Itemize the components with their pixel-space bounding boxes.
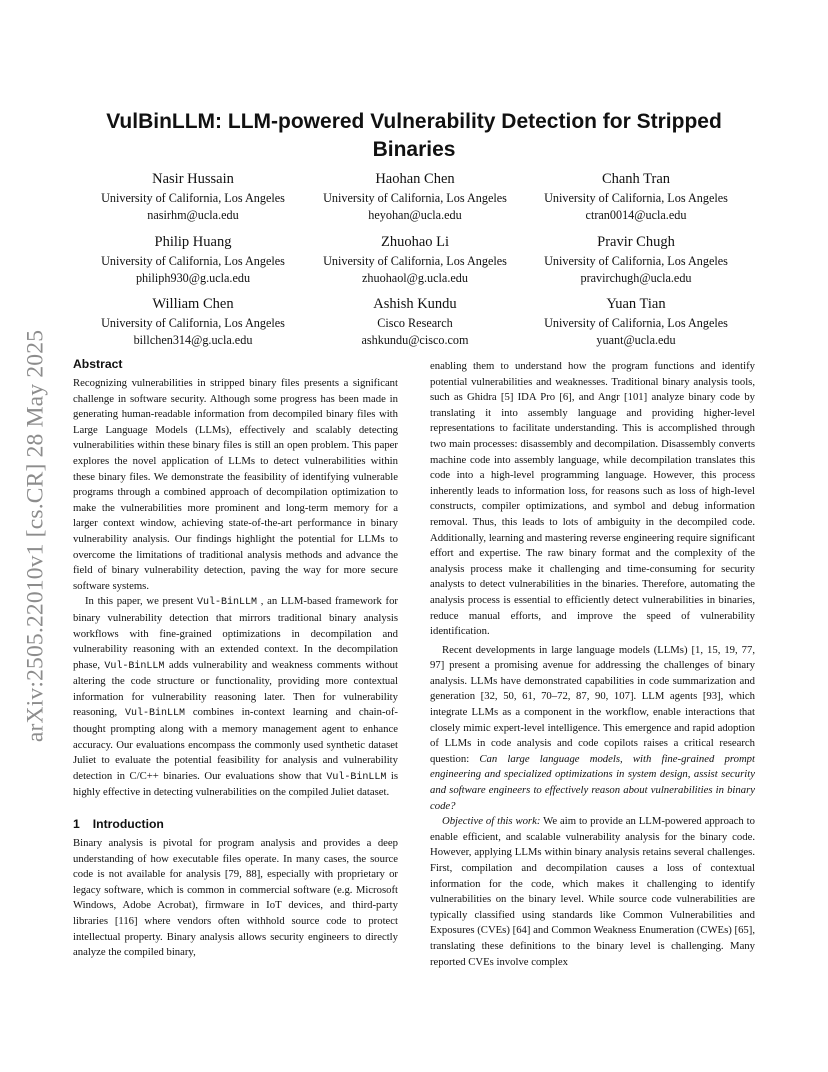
author-block [295, 170, 535, 223]
author-block [295, 295, 535, 348]
text-run: We aim to provide an LLM-powered approach to enable efficient, and scalable vulnerability analysis for the binary code. However, applying LLMs within binary analysis retains several challenges. First, compilation and decompilation causes a loss of contextual information for the code, which makes it challenging to identify vulnerabilities on the binary level. While source code vulnerabilities are typically classified using standards like Common Vulnerabilities and Exposures (CVEs) [64] and Common Weakness Enumeration (CWEs) [65], translating these definitions to the binary level is challenging. Many reported CVEs involve complex [430, 815, 755, 968]
author-email: billchen314@g.ucla.edu [133, 332, 253, 347]
text-run: is highly effective in detecting vulnerabilities on the compiled Juliet dataset. [73, 769, 398, 799]
abstract-paragraph: Recognizing vulnerabilities in stripped binary files presents a significant challenge in software security. Although some progress has been made in generating human-readable information from decompiled binary files with Large Language Models (LLMs), effectively and scalably detecting vulnerabilities within these binary files is still an open problem. This paper explores the novel application of LLMs to detect vulnerabilities within these binary files. We demonstrate the feasibility of identifying vulnerable programs through a combined approach of decompilation optimization to make the vulnerabilities more prominent and long-term memory for a larger context window, achieving state-of-the-art performance in binary vulnerability analysis. Our findings highlight the potential for LLMs to overcome the limitations of traditional analysis methods and advance the field of binary vulnerability detection, paving the way for more secure software systems. [73, 377, 398, 592]
section-number: 1 [73, 817, 80, 832]
author-email: nasirhm@ucla.edu [147, 207, 239, 222]
author-affiliation: Cisco Research [377, 316, 453, 330]
system-name-code: Vul-BinLLM [125, 708, 186, 720]
author-name: Philip Huang [154, 234, 232, 250]
introduction-paragraph-continued: enabling them to understand how the program functions and identify potential vulnerabilities and weaknesses. Traditional binary analysis tools, such as Ghidra [5] IDA Pro [6], and Angr [101] analyze binary code by translating it into assembly language and providing higher-level representations to facilitate understanding. This is accomplished through two main processes: disassembly and decompilation. Disassembly converts machine code into assembly language, while decompilation translates this code into a high-level programming language. However, this process inherently leads to information loss, for reasons such as loss of high-level constructs, compiler optimizations, and symbol and debug information removal. Thus, this leads to lots of ambiguity in the decompiled code. Additionally, learning and mastering reverse engineering require significant effort and expertise. The raw binary format and the complexity of the analysis process make it challenging and time-consuming for security analysts to detect vulnerabilities in the binaries. Therefore, automating the analysis process is essential to efficiently detect vulnerabilities in binaries, reduce manual efforts, and improve the speed of vulnerability identification. [430, 360, 755, 638]
author-email: ctran0014@ucla.edu [585, 207, 687, 222]
author-email: heyohan@ucla.edu [368, 207, 462, 222]
llm-paragraph [430, 643, 755, 815]
author-name: William Chen [152, 296, 234, 312]
text-run: Recent developments in large language models (LLMs) [1, 15, 19, 77, 97] present a promising avenue for addressing the challenges of binary analysis. LLMs have demonstrated capabilities in code summarization and generation [32, 50, 61, 70–72, 87, 90, 107]. LLM agents [93], which integrate LLMs as a component in the workflow, enable interactions that closely mimic expert-level intelligence. This emergence and rapid adoption of LLMs in code analysis and code copilots raises a critical research question: [430, 643, 755, 765]
author-affiliation: University of California, Los Angeles [544, 254, 728, 268]
author-name: Nasir Hussain [152, 171, 234, 187]
author-block [73, 170, 313, 223]
author-name: Chanh Tran [601, 171, 671, 187]
author-block [73, 233, 313, 286]
right-column [430, 359, 755, 970]
author-block [516, 295, 756, 348]
author-name: Yuan Tian [606, 296, 666, 312]
arxiv-identifier-stamp [20, 296, 52, 776]
left-column [73, 356, 398, 961]
system-name-code: Vul-BinLLM [326, 771, 387, 783]
author-affiliation: University of California, Los Angeles [101, 254, 285, 268]
author-affiliation: University of California, Los Angeles [101, 191, 285, 205]
research-question: Can large language models, with fine-grained prompt engineering and specialized optimizations in system design, assist security and software engineers to effectively reason about vulnerabilities in binary code? [430, 752, 755, 812]
author-name: Ashish Kundu [373, 296, 457, 312]
author-email: philiph930@g.ucla.edu [135, 270, 251, 285]
abstract-paragraph-2 [73, 594, 398, 801]
author-email: ashkundu@cisco.com [361, 332, 469, 347]
text-run: adds vulnerability and weakness comments without altering the code structure or functionality, providing more contextual information for vulnerability reasoning later. Then for vulnerability reasoning, [73, 658, 398, 719]
introduction-paragraph: Binary analysis is pivotal for program analysis and provides a deep understanding of how executable files operate. In many cases, the source code is not available for analysis [79, 88], especially with proprietary or legacy software, which is common in commercial software (e.g. Microsoft Windows, Adobe Acrobat), firmware in IoT devices, and third-party libraries [116] where vendors often withhold source code to protect intellectual property. Binary analysis allows security engineers to directly analyze the compiled binary, [73, 837, 398, 959]
abstract-heading: Abstract [73, 357, 123, 371]
arxiv-identifier-text: arXiv:2505.22010v1 [cs.CR] 28 May 2025 [22, 329, 49, 743]
system-name-code: Vul-BinLLM [197, 597, 258, 609]
author-affiliation: University of California, Los Angeles [101, 316, 285, 330]
text-run: In this paper, we present [85, 595, 198, 608]
author-affiliation: University of California, Los Angeles [323, 254, 507, 268]
author-email: yuant@ucla.edu [596, 332, 676, 347]
introduction-heading [73, 816, 398, 833]
paper-title: VulBinLLM: LLM-powered Vulnerability Detection for Stripped Binaries [106, 110, 722, 161]
text-run: , an LLM-based framework for binary vulnerability detection that mirrors traditional binary analysis workflows with fine-grained optimizations in decompilation and vulnerability reasoning with an extended context. In the decompilation phase, [73, 595, 398, 671]
author-affiliation: University of California, Los Angeles [323, 191, 507, 205]
author-block [73, 295, 313, 348]
author-email: pravirchugh@ucla.edu [580, 270, 692, 285]
author-name: Pravir Chugh [597, 234, 675, 250]
author-affiliation: University of California, Los Angeles [544, 191, 728, 205]
objective-paragraph [430, 814, 755, 970]
system-name-code: Vul-BinLLM [104, 660, 165, 672]
author-name: Haohan Chen [375, 171, 455, 187]
objective-lead: Objective of this work: [442, 815, 541, 828]
author-block [516, 170, 756, 223]
author-name: Zhuohao Li [380, 234, 450, 250]
author-block [516, 233, 756, 286]
author-email: zhuohaol@g.ucla.edu [362, 270, 468, 285]
author-affiliation: University of California, Los Angeles [544, 316, 728, 330]
section-title: Introduction [92, 817, 164, 832]
author-block [295, 233, 535, 286]
text-run: combines in-context learning and chain-of-thought prompting along with a memory management agent to enhance accuracy. Our evaluations encompass the commonly used synthetic dataset Juliet to evaluate the potential feasibility for analysis and vulnerability detection in C/C++ binaries. Our evaluations show that [73, 706, 398, 782]
